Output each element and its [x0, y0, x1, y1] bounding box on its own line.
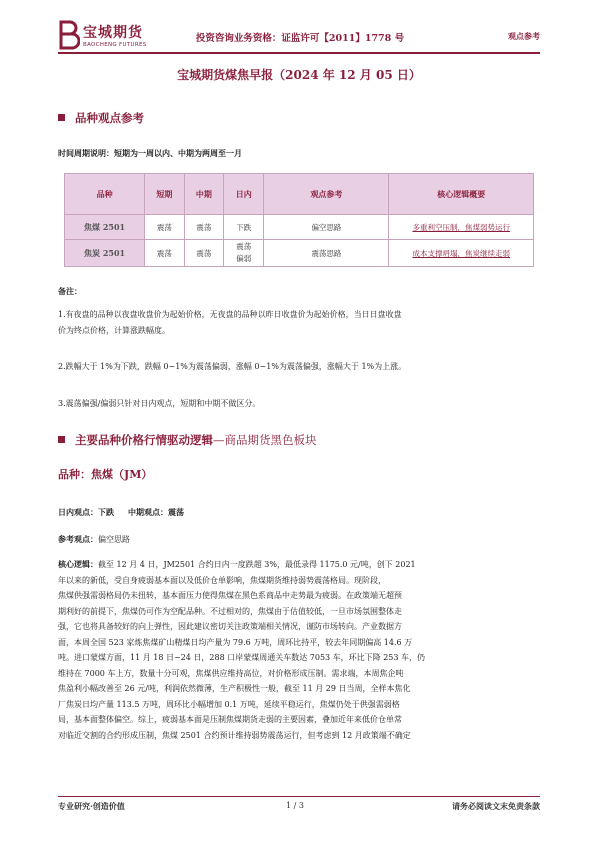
logic-line: 焦盈利小幅改善至 26 元/吨，利润依然微薄，生产积极性一般，截至 11 月 29 日当周，全样本焦化 — [58, 684, 411, 693]
remark-line: 价为终点价格，计算涨跌幅度。 — [58, 326, 170, 335]
logic-line: 面，本周全国 523 家炼焦煤矿山精煤日均产量为 79.6 万吨，周环比持平，较去年同期偏高 14.6 万 — [58, 637, 413, 647]
section-heading-text: 主要品种价格行情驱动逻辑 — [75, 433, 213, 447]
logic-link[interactable]: 多重利空压制，焦煤弱势运行 — [412, 222, 510, 232]
remark-line: 1.有夜盘的品种以夜盘收盘价为起始价格，无夜盘的品种以昨日收盘价为起始价格，当日日盘收盘 — [58, 310, 402, 319]
footer-slogan: 专业研究·创造价值 — [58, 801, 125, 811]
col-header-intraday: 日内 — [224, 174, 264, 215]
remark-line: 3.震荡偏强/偏弱只针对日内观点，短期和中期不做区分。 — [58, 399, 261, 408]
table-row — [65, 240, 534, 267]
table-header-row — [65, 174, 534, 215]
header-divider — [58, 52, 540, 54]
reference-value: 偏空思路 — [98, 535, 130, 544]
logic-line — [58, 557, 542, 573]
logic-line: 对临近交割的合约形成压制，焦煤 2501 合约预计维持弱势震荡运行，但考虑到 12 月政策端不确定 — [58, 730, 411, 740]
cell-view: 偏空思路 — [264, 215, 389, 240]
cell-intraday: 下跌 — [224, 215, 264, 240]
cell-variety: 焦煤 2501 — [65, 215, 145, 240]
table-row — [65, 215, 534, 240]
remarks-label: 备注： — [58, 286, 82, 296]
cell-short: 震荡 — [145, 240, 185, 267]
qualification-text: 投资咨询业务资格：证监许可【2011】1778 号 — [195, 33, 405, 44]
section-heading-text: 品种观点参考 — [75, 111, 144, 125]
mid-opinion: 中期观点：震荡 — [128, 507, 184, 517]
col-header-short: 短期 — [145, 174, 185, 215]
cell-view: 震荡思路 — [264, 240, 389, 267]
core-logic-paragraph — [58, 557, 542, 743]
cell-variety: 焦炭 2501 — [65, 240, 145, 267]
logic-link[interactable]: 成本支撑坍塌，焦炭继续走弱 — [412, 248, 510, 258]
report-title: 宝城期货煤焦早报（2024 年 12 月 05 日） — [177, 68, 421, 82]
variety-label: 品种：焦煤（JM） — [58, 468, 153, 481]
intraday-opinion: 日内观点：下跌 — [58, 507, 114, 517]
footer-disclaimer: 请务必阅读文末免责条款 — [452, 801, 540, 811]
section-heading-drivers — [58, 432, 317, 448]
section-heading-views — [58, 110, 144, 126]
col-header-variety: 品种 — [65, 174, 145, 215]
cell-mid: 震荡 — [184, 215, 224, 240]
col-header-mid: 中期 — [184, 174, 224, 215]
period-note: 时间周期说明：短期为一周以内、中期为两周至一月 — [58, 148, 242, 158]
section-square-icon — [58, 114, 65, 121]
logic-line: 焦煤供强需弱格局仍未扭转，基本面压力使得焦煤在黑色系商品中走势最为疲弱。在政策端无超预 — [58, 591, 402, 600]
footer-divider — [58, 796, 540, 797]
logic-label: 核心逻辑： — [58, 559, 98, 569]
logic-line: 吨。进口蒙煤方面，11 月 18 日~24 日，288 口岸蒙煤周通关车数达 7053 车，环比下降 253 车，仍 — [58, 653, 426, 662]
cell-logic — [389, 215, 534, 240]
reference-line — [58, 534, 130, 545]
page-number: 1 / 3 — [286, 801, 304, 810]
views-table — [64, 173, 534, 267]
cell-intraday-text: 震荡偏弱 — [236, 242, 252, 263]
logic-line: 维持在 7000 车上方，数量十分可观，焦煤供应维持高位，对价格形成压制。需求端，本周焦企吨 — [58, 668, 404, 678]
col-header-view: 观点参考 — [264, 174, 389, 215]
col-header-logic: 核心逻辑概要 — [389, 174, 534, 215]
opinion-line — [58, 507, 184, 518]
remark-line: 2.跌幅大于 1%为下跌，跌幅 0~1%为震荡偏弱，涨幅 0~1%为震荡偏强，涨幅大于 1%为上涨。 — [58, 362, 407, 371]
cell-mid: 震荡 — [184, 240, 224, 267]
doc-type-label: 观点参考 — [508, 31, 540, 41]
cell-short: 震荡 — [145, 215, 185, 240]
reference-label: 参考观点： — [58, 534, 98, 544]
logic-text: 截至 12 月 4 日，JM2501 合约日内一度跌超 3%，最低录得 1175.0 元/吨，创下 2021 — [98, 560, 416, 569]
logo-text-en: BAOCHENG FUTURES — [83, 42, 147, 48]
logo-text-cn: 宝城期货 — [83, 25, 143, 41]
cell-intraday — [224, 240, 264, 267]
section-square-icon — [58, 436, 65, 443]
cell-logic — [389, 240, 534, 267]
logic-line: 年以来的新低，受自身疲弱基本面以及低价仓单影响，焦煤期货维持弱势震荡格局。现阶段， — [58, 575, 386, 585]
logic-line: 局，基本面整体偏空。综上，疲弱基本面是压制焦煤期货走弱的主要因素，叠加近年来低价仓单常 — [58, 715, 402, 724]
section-heading-sub: —商品期货黑色板块 — [213, 433, 317, 447]
logic-line: 强，它也将具备较好的向上弹性，因此建议密切关注政策端相关情况，谨防市场转向。产业数据方 — [58, 622, 402, 631]
logic-line: 厂焦炭日均产量 113.5 万吨，周环比小幅增加 0.1 万吨，延续平稳运行，焦煤仍处于供强需弱格 — [58, 699, 400, 709]
logic-line: 期利好的前提下，焦煤仍可作为空配品种。不过相对的，焦煤由于估值较低，一旦市场氛围整体走 — [58, 606, 402, 616]
logo-mark-icon — [58, 20, 80, 50]
